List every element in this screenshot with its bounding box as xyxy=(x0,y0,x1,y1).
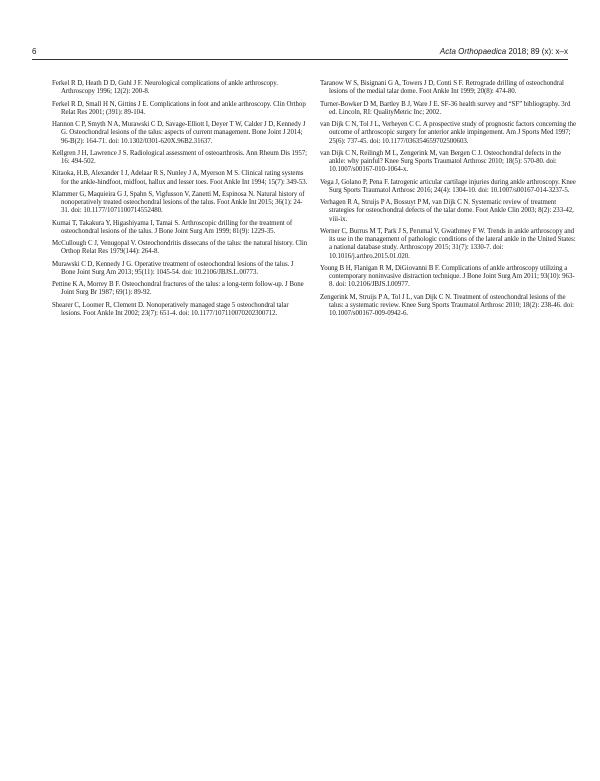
reference-entry: Zengerink M, Struijs P A, Tol J L, van Dijk C N. Treatment of osteochondral lesions of the talus: a systematic review. Knee Surg Sports Traumatol Arthrosc 2010; 18(2): 238-46. doi: 10.1007/s00167-009-0942-6. xyxy=(320,293,574,317)
reference-entry: van Dijk C N, Reilingh M L, Zengerink M, van Bergen C J. Osteochondral defects in the ankle: why painful? Knee Surg Sports Traumatol Arthrosc 2010; 18(5): 570-80. doi: 10.1007/s00167-010-1064-x. xyxy=(320,149,561,174)
reference-entry: Vega J, Golano P, Pena F. Iatrogenic articular cartilage injuries during ankle arthroscopy. Knee Surg Sports Traumatol Arthrosc 2016; 24(4): 1304-10. doi: 10.1007/s00167-014-3237-5. xyxy=(320,178,576,194)
reference-entry: Taranow W S, Bisignani G A, Towers J D, Conti S F. Retrograde drilling of osteochondral lesions of the medial talar dome. Foot Ankle Int 1999; 20(8): 474-80. xyxy=(320,80,564,96)
reference-entry: Turner-Bowker D M, Bartley B J, Ware J E. SF-36 health survey and “SF” bibliography. 3rd ed. Lincoln, RI: QualityMetric Inc; 2002. xyxy=(320,100,571,116)
reference-entry: Verhagen R A, Struijs P A, Bossuyt P M, van Dijk C N. Systematic review of treatment strategies for osteochondral defects of the talar dome. Foot Ankle Clin 2003; 8(2): 233-42, viii-ix. xyxy=(320,199,574,223)
reference-entry: Murawski C D, Kennedy J G. Operative treatment of osteochondral lesions of the talus. J Bone Joint Surg Am 2013; 95(11): 1045-54. doi: 10.2106/JBJS.L.00773. xyxy=(52,260,294,276)
reference-entry: McCullough C J, Venugopal V. Osteochondritis dissecans of the talus: the natural history. Clin Orthop Relat Res 1979(144): 264-8. xyxy=(52,240,308,256)
reference-entry: Pettine K A, Morrey B F. Osteochondral fractures of the talus: a long-term follow-up. J Bone Joint Surg Br 1987; 69(1): 89-92. xyxy=(52,281,304,297)
reference-entry: Ferkel R D, Small H N, Gittins J E. Complications in foot and ankle arthroscopy. Clin Orthop Relat Res 2001; (391): 89-104. xyxy=(52,100,306,116)
reference-entry: Ferkel R D, Heath D D, Guhl J F. Neurological complications of ankle arthroscopy. Arthroscopy 1996; 12(2): 200-8. xyxy=(52,80,278,96)
reference-entry: Kitaoka, H.B, Alexander I J, Adelaar R S, Nunley J A, Myerson M S. Clinical rating systems for the ankle-hindfoot, midfoot, hallux and lesser toes. Foot Ankle Int 1994; 15(7): 349-53. xyxy=(52,170,308,186)
reference-entry: Young B H, Flanigan R M, DiGiovanni B F. Complications of ankle arthroscopy utilizing a contemporary noninvasive distraction technique. J Bone Joint Surg Am 2011; 93(10): 963-8. doi: 10.2106/JBJS.I.00977. xyxy=(320,264,575,289)
journal-volume-issue: 2018; 89 (x): x–x xyxy=(506,47,568,56)
reference-entry: Werner C, Burrus M T, Park J S, Perumal V, Gwathmey F W. Trends in ankle arthroscopy and its use in the management of pathologic conditions of the lateral ankle in the United States: a national database study. Arthroscopy 2015; 31(7): 1330-7. doi: 10.1016/j.arthro.2015.01.020. xyxy=(320,227,576,260)
journal-citation xyxy=(440,47,568,56)
reference-entry: Klammer G, Maquieira G J, Spahn S, Vigfusson V, Zanetti M, Espinosa N. Natural history of nonoperatively treated osteochondral lesions of the talus. Foot Ankle Int 2015; 36(1): 24-31. doi: 10.1177/1071100714552480. xyxy=(52,190,305,215)
journal-name: Acta Orthopaedica xyxy=(439,47,507,56)
references-right-column xyxy=(320,80,577,322)
reference-entry: van Dijk C N, Tol J L, Verheyen C C. A prospective study of prognostic factors concerning the outcome of arthroscopic surgery for anterior ankle impingement. Am J Sports Med 1997; 25(6): 737-45. doi: 10.1177/036354659702500603. xyxy=(320,121,577,145)
reference-entry: Kellgren J H, Lawrence J S. Radiological assessment of osteoarthrosis. Ann Rheum Dis 1957; 16: 494-502. xyxy=(52,149,308,165)
references-left-column xyxy=(52,80,309,322)
header-rule xyxy=(32,59,568,60)
reference-entry: Hannon C P, Smyth N A, Murawski C D, Savage-Elliott I, Deyer T W, Calder J D, Kennedy J G. Osteochondral lesions of the talus: aspects of current management. Bone Joint J 2014; 96-B(2): 164-71. doi: 10.1302/0301-620X.96B2.31637. xyxy=(52,121,306,145)
reference-entry: Kumai T, Takakura Y, Higashiyama I, Tamai S. Arthroscopic drilling for the treatment of osteochondral lesions of the talus. J Bone Joint Surg Am 1999; 81(9): 1229-35. xyxy=(52,219,293,235)
page-number: 6 xyxy=(32,47,37,56)
reference-entry: Shearer C, Loomer R, Clement D. Nonoperatively managed stage 5 osteochondral talar lesions. Foot Ankle Int 2002; 23(7): 651-4. doi: 10.1177/107110070202300712. xyxy=(52,301,289,317)
